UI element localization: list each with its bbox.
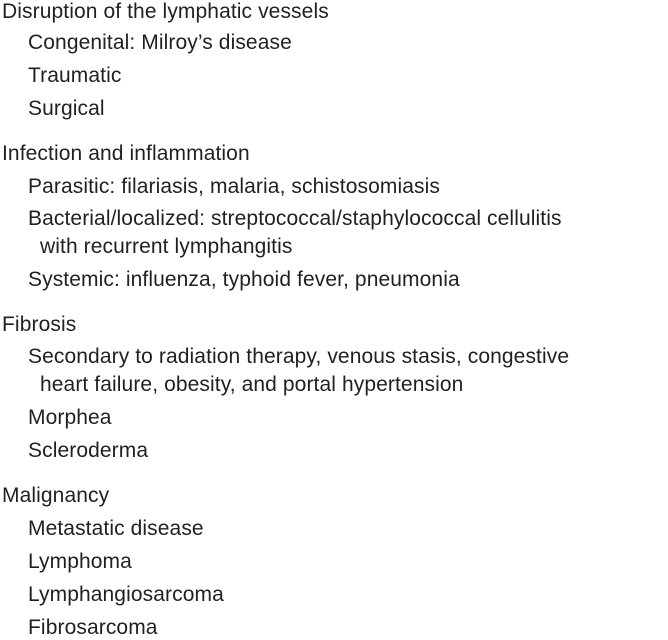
list-item: Scleroderma	[28, 439, 149, 462]
list-item: Fibrosarcoma	[28, 616, 158, 639]
list-item: Surgical	[28, 97, 105, 120]
list-item: Congenital: Milroy’s disease	[28, 31, 292, 54]
list-item: Secondary to radiation therapy, venous stasis, congestive	[28, 345, 570, 368]
list-item-continuation: heart failure, obesity, and portal hypertension	[40, 373, 464, 396]
list-item: Lymphoma	[28, 550, 132, 573]
list-item: Traumatic	[28, 64, 122, 87]
list-item: Systemic: influenza, typhoid fever, pneumonia	[28, 268, 460, 291]
list-item: Lymphangiosarcoma	[28, 583, 224, 606]
section-heading-malignancy: Malignancy	[2, 484, 110, 507]
section-heading-fibrosis: Fibrosis	[2, 313, 77, 336]
section-heading-infection: Infection and inflammation	[2, 142, 250, 165]
list-item-continuation: with recurrent lymphangitis	[40, 235, 293, 258]
list-item: Metastatic disease	[28, 517, 204, 540]
list-item: Bacterial/localized: streptococcal/staphylococcal cellulitis	[28, 207, 562, 230]
list-item: Morphea	[28, 406, 112, 429]
section-heading-disruption: Disruption of the lymphatic vessels	[2, 0, 329, 23]
list-item: Parasitic: filariasis, malaria, schistosomiasis	[28, 175, 440, 198]
